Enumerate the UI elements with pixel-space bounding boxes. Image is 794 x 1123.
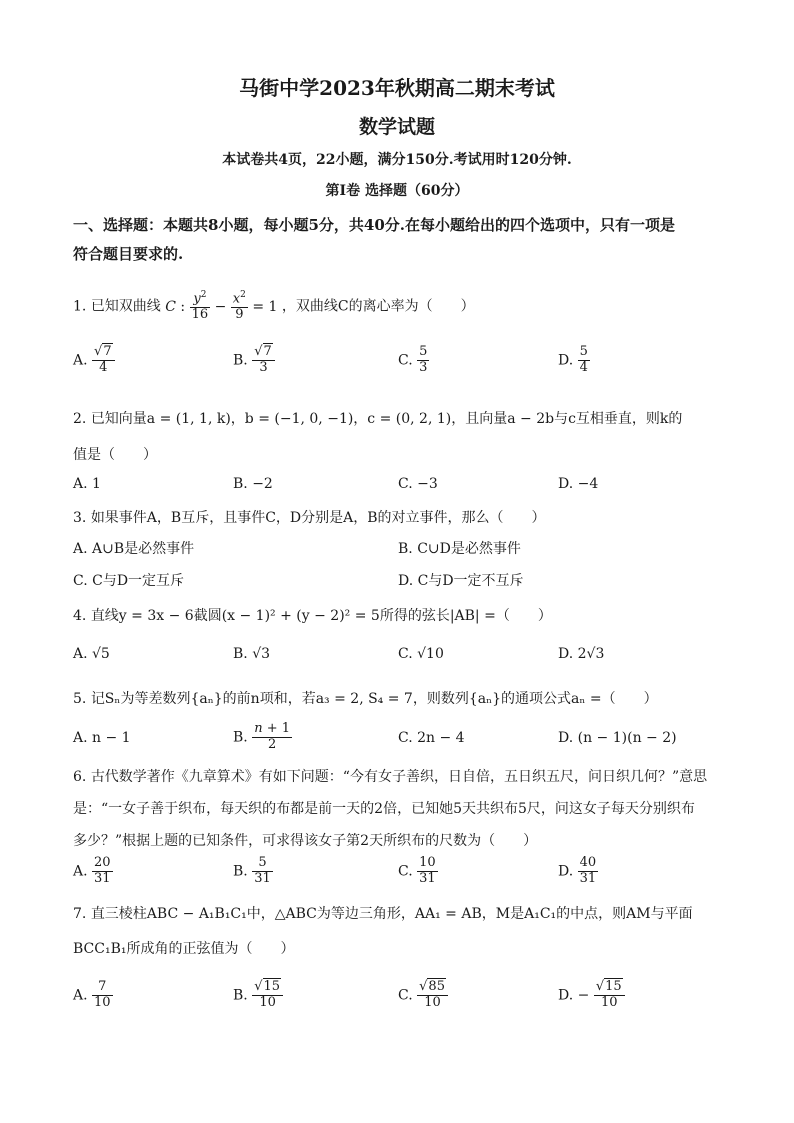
option-d: D. C与D一定不互斥 — [398, 573, 524, 589]
option-c: C. $\frac{√85}{10}$ — [398, 980, 448, 1011]
question-text: 已知向量a = (1, 1, k)，b = (−1, 0, −1)，c = (0, 2, 1)，且向量a − 2b与c互相垂直，则k的 — [90, 411, 683, 427]
option-a: A. $\frac{√7}{4}$ — [73, 345, 115, 376]
option-a: A. $\frac{7}{10}$ — [73, 979, 111, 1010]
exam-title: 马街中学2023年秋期高二期末考试 — [239, 76, 555, 100]
option-d: D. − $\frac{√15}{10}$ — [558, 980, 625, 1011]
question-text: 直线y = 3x − 6截圆(x − 1)² + (y − 2)² = 5所得的弦长|AB| =（ ） — [90, 608, 552, 624]
option-b: B. $\frac{√7}{3}$ — [233, 345, 275, 376]
option-b: B. C∪D是必然事件 — [398, 541, 521, 557]
section-heading-line1: 一、选择题：本题共8小题，每小题5分，共40分.在每小题给出的四个选项中，只有一项是 — [73, 216, 675, 234]
question-number: 3. — [73, 510, 87, 526]
question-text: 直三棱柱ABC − A₁B₁C₁中，△ABC为等边三角形，AA₁ = AB，M是A₁C₁的中点，则AM与平面 — [90, 906, 693, 922]
question-text: 如果事件A，B互斥，且事件C，D分别是A，B的对立事件，那么（ ） — [90, 510, 546, 526]
question-text: ，双曲线C的离心率为（ ） — [281, 298, 475, 315]
option-a: A. $\frac{20}{31}$ — [73, 855, 111, 886]
option-b: B. $\frac{n + 1}{2}$ — [233, 721, 291, 752]
question-7 — [73, 903, 693, 923]
option-b: B. $\frac{5}{31}$ — [233, 855, 271, 886]
option-c: C. $\frac{10}{31}$ — [398, 855, 436, 886]
option-a: A. 1 — [73, 476, 101, 492]
option-c: C. C与D一定互斥 — [73, 573, 185, 589]
option-a: A. n − 1 — [73, 730, 131, 746]
option-b: B. $\frac{√15}{10}$ — [233, 980, 283, 1011]
question-6-cont: 多少？”根据上题的已知条件，可求得该女子第2天所织布的尺数为（ ） — [73, 833, 538, 849]
question-3 — [73, 507, 546, 527]
option-c: C. $\frac{5}{3}$ — [398, 344, 428, 375]
question-text: 记Sₙ为等差数列{aₙ}的前n项和，若a₃ = 2, S₄ = 7，则数列{aₙ}的通项公式aₙ =（ ） — [90, 691, 658, 707]
question-7-cont: BCC₁B₁所成角的正弦值为（ ） — [73, 941, 295, 957]
question-1 — [73, 290, 475, 323]
option-d: D. $\frac{5}{4}$ — [558, 344, 588, 375]
exam-intro: 本试卷共4页，22小题，满分150分.考试用时120分钟. — [222, 152, 572, 168]
question-text: 已知双曲线 — [90, 298, 161, 315]
exam-subtitle: 数学试题 — [358, 116, 435, 138]
part-heading: 第I卷 选择题（60分） — [325, 183, 469, 199]
option-c: C. −3 — [398, 476, 438, 492]
option-b: B. −2 — [233, 476, 273, 492]
question-number: 1. — [73, 298, 87, 315]
question-number: 5. — [73, 691, 87, 707]
option-c: C. 2n − 4 — [398, 730, 465, 746]
question-5 — [73, 688, 658, 708]
question-number: 2. — [73, 411, 87, 427]
question-2-cont: 值是（ ） — [73, 447, 157, 463]
question-6 — [73, 766, 707, 786]
option-d: D. $\frac{40}{31}$ — [558, 855, 597, 886]
question-number: 7. — [73, 906, 87, 922]
option-a: A. A∪B是必然事件 — [73, 541, 195, 557]
question-2 — [73, 408, 682, 428]
option-d: D. −4 — [558, 476, 599, 492]
question-4 — [73, 605, 552, 625]
option-b: B. √3 — [233, 646, 271, 662]
question-number: 4. — [73, 608, 87, 624]
question-number: 6. — [73, 769, 87, 785]
section-heading-line2: 符合题目要求的. — [73, 245, 184, 263]
question-6-cont: 是：“一女子善于织布，每天织的布都是前一天的2倍，已知她5天共织布5尺，问这女子每天分别织布 — [73, 801, 695, 817]
question-text: 古代数学著作《九章算术》有如下问题：“今有女子善织，日自倍，五日织五尺，问日织几何？”意思 — [90, 769, 708, 785]
option-d: D. (n − 1)(n − 2) — [558, 730, 677, 746]
hyperbola-formula: C : $\frac{y^2}{16}$ − $\frac{x^2}{9}$ = 1 — [165, 290, 282, 323]
option-d: D. 2√3 — [558, 646, 605, 662]
option-c: C. √10 — [398, 646, 444, 662]
option-a: A. √5 — [73, 646, 110, 662]
